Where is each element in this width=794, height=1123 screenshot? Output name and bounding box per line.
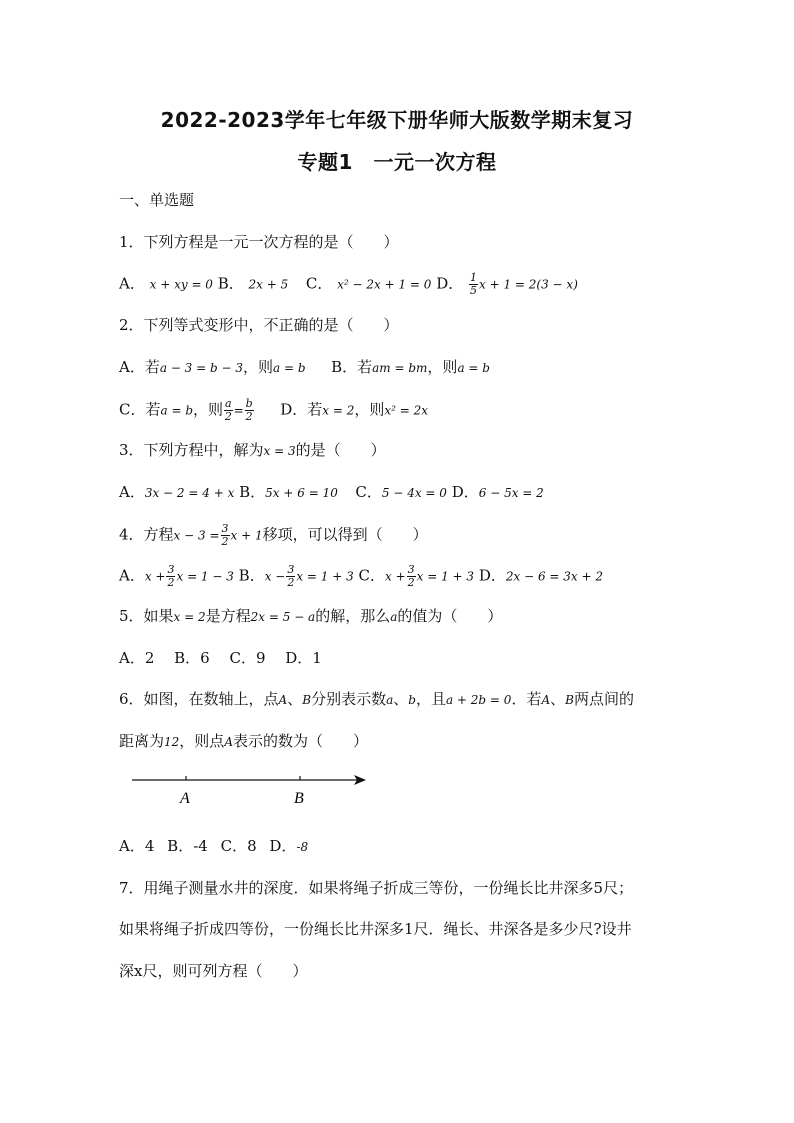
fraction: $\frac{3}{2}$ xyxy=(221,522,229,548)
question-6-options: A．4 B．-4 C．8 D．-8 xyxy=(119,837,309,855)
fraction: $\frac{1}{5}$ xyxy=(470,271,478,297)
question-2-stem: 2．下列等式变形中，不正确的是（ ） xyxy=(119,316,399,334)
fraction: $\frac{a}{2}$ xyxy=(224,397,232,423)
question-1-stem: 1．下列方程是一元一次方程的是（ ） xyxy=(119,233,399,251)
question-7-line1: 7．用绳子测量水井的深度．如果将绳子折成三等份，一份绳长比井深多5尺； xyxy=(119,879,634,897)
section-heading: 一、单选题 xyxy=(119,191,195,209)
fraction: $\frac{b}{2}$ xyxy=(245,397,253,423)
question-5-stem: 5．如果x = 2是方程2x = 5 − a的解，那么a的值为（ ） xyxy=(119,607,503,625)
question-7-line3: 深x尺，则可列方程（ ） xyxy=(119,962,308,980)
question-1-options: A． x + xy = 0 B． 2x + 5 C． x² − 2x + 1 = 0 D． $\frac{1}{5}$ x + 1 = 2(3 − x) xyxy=(119,271,578,297)
question-6-stem-line2: 距离为12，则点A表示的数为（ ） xyxy=(119,732,368,750)
number-line-figure xyxy=(130,768,370,812)
document-subtitle: 专题1 一元一次方程 xyxy=(297,150,497,174)
question-3-stem: 3．下列方程中，解为x = 3的是（ ） xyxy=(119,441,386,459)
question-2-options-cd: C．若a = b，则 $\frac{a}{2}$ = $\frac{b}{2}$ D．若x = 2，则x² = 2x xyxy=(119,397,429,423)
document-title: 2022-2023学年七年级下册华师大版数学期末复习 xyxy=(160,108,634,132)
question-7-line2: 如果将绳子折成四等份，一份绳长比井深多1尺．绳长、井深各是多少尺?设井 xyxy=(119,920,632,938)
question-4-stem: 4．方程x − 3 = $\frac{3}{2}$ x + 1移项，可以得到（ ） xyxy=(119,522,428,548)
point-a-label: A xyxy=(180,790,190,807)
point-b-label: B xyxy=(294,790,304,807)
question-6-stem: 6．如图，在数轴上，点A、B分别表示数a、b，且a + 2b = 0．若A、B两点间的 xyxy=(119,690,634,708)
question-4-options: A．x + $\frac{3}{2}$ x = 1 − 3 B．x − $\frac{3}{2}$ x = 1 + 3 C．x + $\frac{3}{2}$ x = 1 + 3 D．2x − 6 = 3x + 2 xyxy=(119,563,603,589)
question-3-options: A．3x − 2 = 4 + x B．5x + 6 = 10 C．5 − 4x = 0 D．6 − 5x = 2 xyxy=(119,483,544,501)
question-5-options: A．2 B．6 C．9 D．1 xyxy=(119,649,322,667)
question-2-options-ab: A．若a − 3 = b − 3，则a = b B．若am = bm，则a = b xyxy=(119,358,490,376)
